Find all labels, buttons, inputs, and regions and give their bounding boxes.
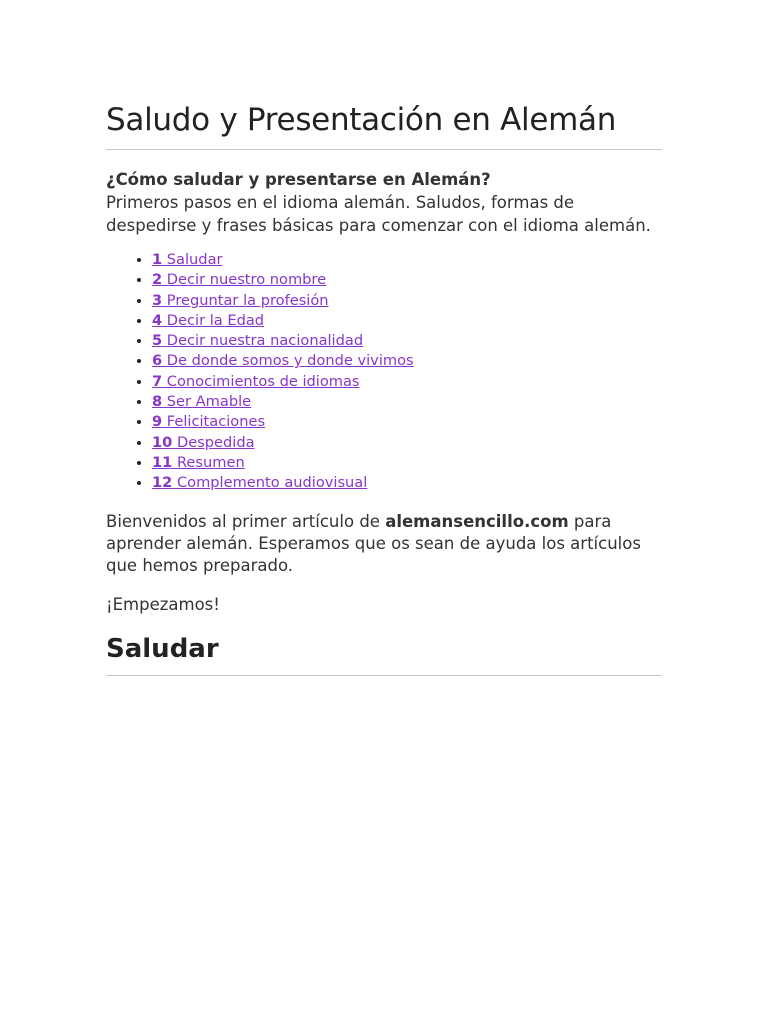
toc-link-felicitaciones[interactable]: 9 Felicitaciones — [152, 413, 266, 431]
article — [106, 98, 662, 676]
toc-item — [152, 311, 662, 331]
toc-item — [152, 433, 662, 453]
toc-item — [152, 331, 662, 351]
toc-link-resumen[interactable]: 11 Resumen — [152, 453, 245, 471]
intro-block — [106, 168, 662, 237]
site-name: alemansencillo.com — [385, 511, 569, 531]
intro-heading: ¿Cómo saludar y presentarse en Alemán? — [106, 170, 491, 189]
toc-item — [152, 453, 662, 473]
toc-link-de-donde-somos[interactable]: 6 De donde somos y donde vivimos — [152, 352, 414, 370]
toc-item — [152, 291, 662, 311]
toc-link-preguntar-profesion[interactable]: 3 Preguntar la profesión — [152, 291, 329, 309]
section-divider — [106, 675, 662, 676]
toc-link-ser-amable[interactable]: 8 Ser Amable — [152, 393, 252, 411]
intro-text: Primeros pasos en el idioma alemán. Saludos, formas de despedirse y frases básicas para comenzar con el idioma alemán. — [106, 193, 651, 235]
toc-item — [152, 473, 662, 493]
toc-link-complemento-audiovisual[interactable]: 12 Complemento audiovisual — [152, 474, 368, 492]
title-divider — [106, 149, 662, 150]
start-paragraph: ¡Empezamos! — [106, 594, 220, 614]
toc-item — [152, 392, 662, 412]
toc-link-decir-nombre[interactable]: 2 Decir nuestro nombre — [152, 271, 327, 289]
toc-link-despedida[interactable]: 10 Despedida — [152, 433, 255, 451]
toc-item — [152, 250, 662, 270]
toc-item — [152, 351, 662, 371]
toc-item — [152, 412, 662, 432]
table-of-contents — [106, 250, 662, 494]
toc-item — [152, 270, 662, 290]
section-heading-saludar: Saludar — [106, 633, 219, 664]
toc-link-decir-nacionalidad[interactable]: 5 Decir nuestra nacionalidad — [152, 332, 364, 350]
welcome-paragraph: Bienvenidos al primer artículo de alemansencillo.com para aprender alemán. Esperamos que os sean de ayuda los artículos que hemos preparado. — [106, 511, 641, 575]
toc-link-decir-edad[interactable]: 4 Decir la Edad — [152, 311, 265, 329]
page-title: Saludo y Presentación en Alemán — [106, 102, 617, 138]
toc-item — [152, 372, 662, 392]
toc-link-conocimientos-idiomas[interactable]: 7 Conocimientos de idiomas — [152, 372, 360, 390]
toc-link-saludar[interactable]: 1 Saludar — [152, 251, 223, 268]
